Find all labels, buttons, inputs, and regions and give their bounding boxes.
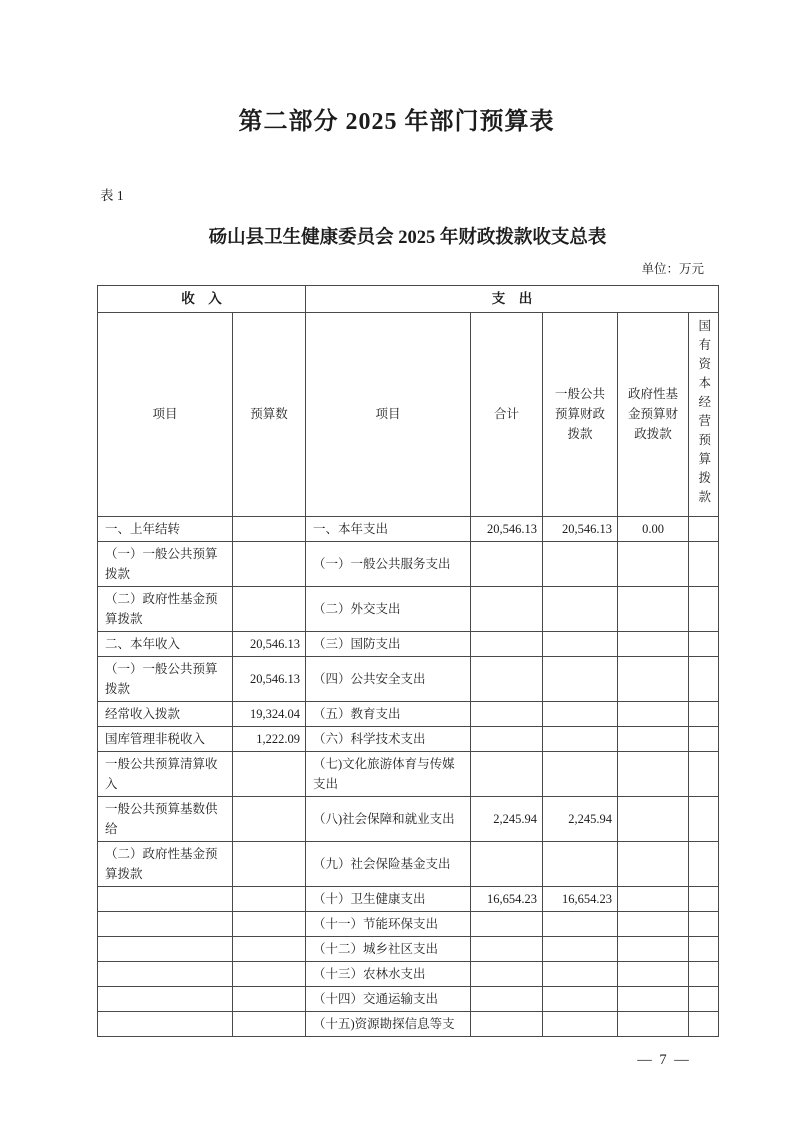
table-cell: 2,245.94 [543, 796, 618, 841]
table-row [98, 751, 719, 796]
table-cell [233, 516, 306, 541]
table-cell [233, 986, 306, 1011]
table-cell: （一）一般公共服务支出 [306, 541, 471, 586]
table-cell [543, 701, 618, 726]
table-cell [618, 936, 689, 961]
table-cell [689, 936, 719, 961]
table-cell: 经常收入拨款 [98, 701, 233, 726]
table-cell: （八)社会保障和就业支出 [306, 796, 471, 841]
table-cell [689, 751, 719, 796]
table-cell: 20,546.13 [543, 516, 618, 541]
table-row [98, 961, 719, 986]
table-row [98, 586, 719, 631]
table-cell [689, 796, 719, 841]
table-cell [689, 986, 719, 1011]
table-cell [471, 701, 543, 726]
table-cell [233, 961, 306, 986]
table-cell [689, 701, 719, 726]
table-cell: 2,245.94 [471, 796, 543, 841]
table-row [98, 541, 719, 586]
table-cell: （五）教育支出 [306, 701, 471, 726]
vertical-header-text: 国有资本经营预算拨款 [696, 319, 711, 510]
table-cell: 一般公共预算基数供给 [98, 796, 233, 841]
table-cell [471, 751, 543, 796]
table-cell: 20,546.13 [233, 656, 306, 701]
table-row [98, 796, 719, 841]
table-cell [471, 936, 543, 961]
table-cell [98, 936, 233, 961]
table-cell [543, 631, 618, 656]
table-cell [543, 586, 618, 631]
table-cell [618, 841, 689, 886]
table-cell [689, 631, 719, 656]
table-cell [233, 541, 306, 586]
table-cell [233, 841, 306, 886]
table-cell [689, 586, 719, 631]
table-row [98, 1011, 719, 1036]
table-cell: 19,324.04 [233, 701, 306, 726]
table-cell: （二）政府性基金预算拨款 [98, 841, 233, 886]
table-cell: 16,654.23 [471, 886, 543, 911]
table-cell [689, 516, 719, 541]
table-cell [471, 541, 543, 586]
table-cell: （一）一般公共预算拨款 [98, 656, 233, 701]
table-row [98, 936, 719, 961]
table-cell: （四）公共安全支出 [306, 656, 471, 701]
table-cell: （十一）节能环保支出 [306, 911, 471, 936]
table-cell [471, 726, 543, 751]
table-cell: （十二）城乡社区支出 [306, 936, 471, 961]
column-header-exp-item: 项目 [306, 312, 471, 516]
table-cell: 20,546.13 [471, 516, 543, 541]
table-cell: 一、上年结转 [98, 516, 233, 541]
table-cell [98, 986, 233, 1011]
budget-table [97, 285, 719, 1037]
table-cell: 1,222.09 [233, 726, 306, 751]
table-cell [543, 936, 618, 961]
table-cell [543, 726, 618, 751]
table-cell [689, 1011, 719, 1036]
unit-note: 单位：万元 [641, 262, 704, 276]
table-row [98, 516, 719, 541]
table-row [98, 911, 719, 936]
table-cell [471, 911, 543, 936]
table-cell [618, 631, 689, 656]
table-label: 表 1 [100, 188, 124, 203]
table-cell [233, 1011, 306, 1036]
table-cell: （十三）农林水支出 [306, 961, 471, 986]
table-cell [618, 701, 689, 726]
column-header-exp-state-capital [689, 312, 719, 516]
table-cell [471, 656, 543, 701]
table-cell [233, 796, 306, 841]
table-cell [618, 586, 689, 631]
table-cell [689, 656, 719, 701]
table-cell: 0.00 [618, 516, 689, 541]
table-cell: （一）一般公共预算拨款 [98, 541, 233, 586]
table-cell [618, 911, 689, 936]
table-row [98, 631, 719, 656]
table-cell [98, 886, 233, 911]
table-cell [689, 841, 719, 886]
table-cell [98, 961, 233, 986]
table-cell: （六）科学技术支出 [306, 726, 471, 751]
table-cell: （七)文化旅游体育与传媒支出 [306, 751, 471, 796]
column-header-exp-general-public: 一般公共预算财政拨款 [543, 312, 618, 516]
table-cell [543, 961, 618, 986]
table-cell [471, 631, 543, 656]
column-header-income-item: 项目 [98, 312, 233, 516]
table-cell [543, 1011, 618, 1036]
table-cell: 20,546.13 [233, 631, 306, 656]
table-cell [618, 751, 689, 796]
table-cell: （三）国防支出 [306, 631, 471, 656]
table-cell [233, 911, 306, 936]
table-cell [543, 656, 618, 701]
table-cell: （十）卫生健康支出 [306, 886, 471, 911]
table-cell [471, 841, 543, 886]
table-cell [543, 541, 618, 586]
table-cell: 二、本年收入 [98, 631, 233, 656]
table-cell [618, 726, 689, 751]
table-cell [618, 986, 689, 1011]
column-header-exp-total: 合计 [471, 312, 543, 516]
table-cell [618, 541, 689, 586]
table-cell [618, 1011, 689, 1036]
table-cell: 一般公共预算清算收入 [98, 751, 233, 796]
table-cell [689, 541, 719, 586]
table-cell [233, 586, 306, 631]
page-number: — 7 — [637, 1052, 691, 1068]
table-cell [471, 961, 543, 986]
table-cell [543, 986, 618, 1011]
table-cell [471, 1011, 543, 1036]
table-cell [543, 751, 618, 796]
table-cell [543, 841, 618, 886]
table-cell [471, 986, 543, 1011]
income-group-header: 收 入 [98, 286, 306, 313]
table-row [98, 886, 719, 911]
table-cell: （二）政府性基金预算拨款 [98, 586, 233, 631]
table-cell [689, 911, 719, 936]
table-row [98, 701, 719, 726]
table-cell: （九）社会保险基金支出 [306, 841, 471, 886]
table-cell [233, 751, 306, 796]
table-cell [618, 886, 689, 911]
table-cell [618, 796, 689, 841]
table-cell [689, 961, 719, 986]
table-cell [689, 886, 719, 911]
column-header-exp-gov-fund: 政府性基金预算财政拨款 [618, 312, 689, 516]
table-column-header-row [98, 312, 719, 516]
table-row [98, 726, 719, 751]
table-cell [233, 936, 306, 961]
table-cell [689, 726, 719, 751]
column-header-income-budget: 预算数 [233, 312, 306, 516]
table-row [98, 656, 719, 701]
table-title: 砀山县卫生健康委员会 2025 年财政拨款收支总表 [208, 228, 607, 248]
table-row [98, 841, 719, 886]
table-cell [98, 911, 233, 936]
table-row [98, 986, 719, 1011]
page-title: 第二部分 2025 年部门预算表 [238, 109, 555, 135]
table-cell: 国库管理非税收入 [98, 726, 233, 751]
table-group-header-row [98, 286, 719, 313]
table-cell: （十五)资源勘探信息等支 [306, 1011, 471, 1036]
table-cell [98, 1011, 233, 1036]
table-cell: （二）外交支出 [306, 586, 471, 631]
expenditure-group-header: 支 出 [306, 286, 719, 313]
table-cell [471, 586, 543, 631]
table-cell [233, 886, 306, 911]
table-body [98, 516, 719, 1036]
table-cell: 一、本年支出 [306, 516, 471, 541]
table-cell [618, 961, 689, 986]
table-cell: 16,654.23 [543, 886, 618, 911]
table-cell [618, 656, 689, 701]
table-cell [543, 911, 618, 936]
table-cell: （十四）交通运输支出 [306, 986, 471, 1011]
